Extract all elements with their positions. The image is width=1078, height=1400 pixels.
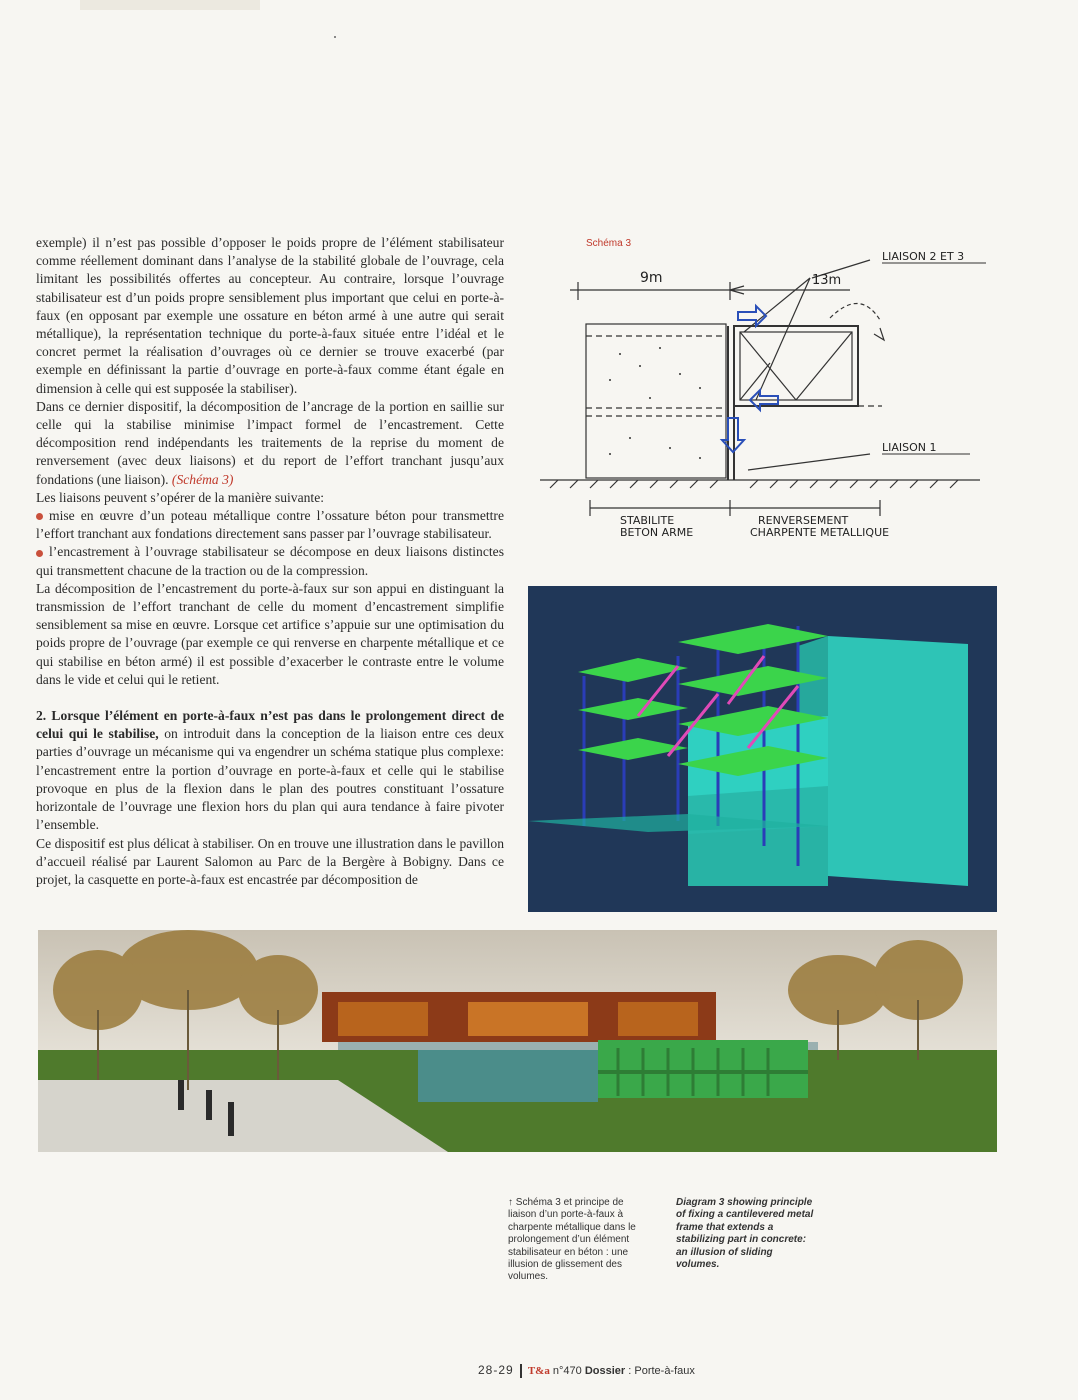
bottom-left-line-1: STABILITE [620,514,675,527]
schema-3-sketch [530,248,1000,548]
liaison-list [36,507,504,580]
print-speck [334,36,336,38]
schema-label: Schéma 3 [586,238,632,249]
page-numbers: 28-29 [478,1363,514,1377]
paragraph-5-text: on introduit dans la conception de la liaison entre ces deux parties d’ouvrage un mécanisme qui va engendrer un schéma statique plus complexe: l’encastrement entre la portion d’ouvrage en porte-à-faux et celle qui le stabilise provoque en plus de la flexion dans le plan des poutres constituant l’ossature horizontale de l’ouvrage une flexion hors du plan qui aura tendance à faire pivoter l’ensemble. [36,726,504,833]
list-item-text: mise en œuvre d’un poteau métallique contre l’ossature béton pour transmettre l’effort tranchant aux fondations directement sans passer par l’ouvrage stabilisateur. [36,508,504,542]
section-label: Dossier [584,1365,626,1377]
bullet-icon [36,550,43,557]
top-smudge [80,0,260,10]
article-body [36,234,504,889]
bottom-right-line-1: RENVERSEMENT [758,514,849,527]
list-item-text: l’encastrement à l’ouvrage stabilisateur se décompose en deux liaisons distinctes qui transmettent chacune de la traction ou de la compression. [36,544,504,578]
paragraph-5 [36,707,504,834]
structural-3d-model [528,586,997,912]
bullet-icon [36,513,43,520]
schema-reference: (Schéma 3) [171,471,234,487]
paragraph-1: exemple) il n’est pas possible d’opposer le poids propre de l’élément stabilisateur comme réellement dominant dans l’analyse de la stabilité globale de l’ouvrage, cela limitant les possibilités offertes au concepteur. Au contraire, lorsque l’ouvrage stabilisateur est d’un poids propre sensiblement plus important que celui en porte-à-faux (en opposant par exemple une ossature en béton armé à une autre qui serait métallique), la représentation technique du porte-à-faux située entre l’idéal et le concret permet la réalisation d’ouvrages où ce dernier se trouve exacerbé (par exemple en définissant la partie d’ouvrage en porte-à-faux comme étant égale en dimension à celle qui est supposée la stabiliser). [36,235,504,396]
pavilion-rendering [38,930,997,1152]
paragraph-6: Ce dispositif est plus délicat à stabiliser. On en trouve une illustration dans le pavillon d’accueil réalisé par Laurent Salomon au Parc de la Bergère à Bobigny. Dans ce projet, la casquette en porte-à-faux est encastrée par décomposition de [36,835,504,887]
liaison-bottom-label: LIAISON 1 [882,441,937,454]
footer-separator [520,1364,522,1378]
paragraph-2-text: Dans ce dernier dispositif, la décomposition de l’ancrage de la portion en saillie sur celle qui la stabilise minimise l’impact formel de l’encastrement. Cette décomposition rend indépendants les traitements de la reprise du moment de renversement (avec deux liaisons) et du report de l’effort tranchant jusqu’aux fondations (une liaison). [36,398,504,487]
paragraph-2 [36,398,504,489]
dim-right-label: 13m [812,273,842,288]
issue-number: n°470 [552,1365,582,1377]
section-heading: 2. Lorsque l’élément en porte-à-faux n’est pas dans le prolongement direct de celui qui le stabilise, [36,708,504,742]
paragraph-3: Les liaisons peuvent s’opérer de la manière suivante: [36,489,325,505]
topic-label: : Porte-à-faux [628,1365,695,1377]
magazine-logo: T&a [527,1365,550,1377]
list-item [36,507,504,543]
caption-french: ↑ Schéma 3 et principe de liaison d’un porte-à-faux à charpente métallique dans le prolongement d’un élément stabilisateur en béton : une illusion de glissement des volumes. [508,1197,636,1283]
liaison-top-label: LIAISON 2 ET 3 [882,250,965,263]
dim-left-label: 9m [640,270,663,286]
list-item [36,543,504,579]
bottom-right-line-2: CHARPENTE METALLIQUE [750,526,890,539]
bottom-left-line-2: BETON ARME [620,526,694,539]
caption-english: Diagram 3 showing principle of fixing a cantilevered metal frame that extends a stabilizing part in concrete: an illusion of sliding volumes. [676,1197,814,1271]
paragraph-4: La décomposition de l’encastrement du porte-à-faux sur son appui en distinguant la transmission de l’effort tranchant de celle du moment d’encastrement simplifie sensiblement sa mise en œuvre. Lorsque cet artifice s’appuie sur une optimisation du poids propre de l’ouvrage (par exemple ce qui renverse en charpente métallique et ce qui stabilise en béton armé) il est possible d’exacerber le contraste entre le volume dans le vide et celui qui le retient. [36,580,504,687]
page-footer [478,1363,695,1378]
